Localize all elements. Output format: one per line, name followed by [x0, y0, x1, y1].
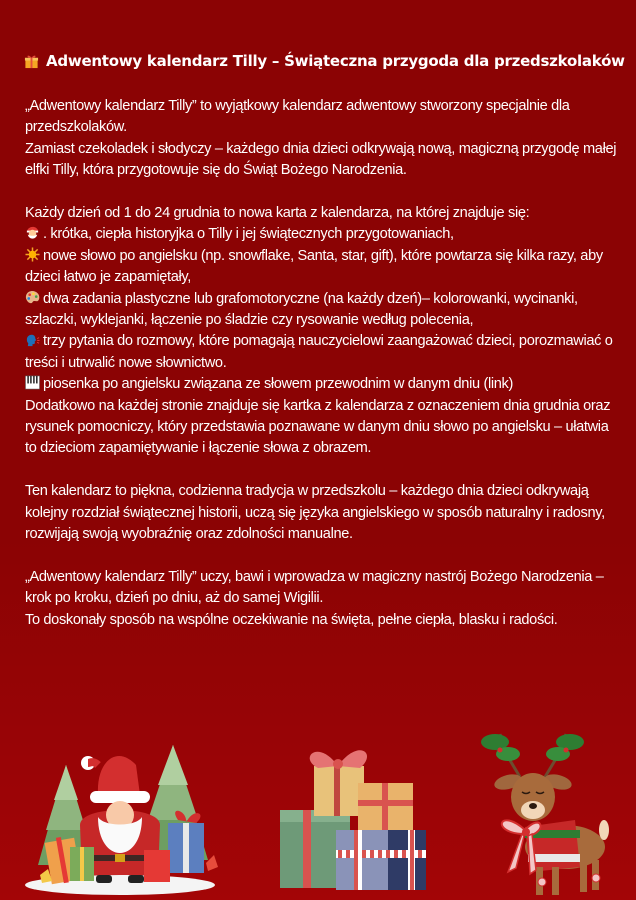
document-body [25, 96, 617, 631]
intro-paragraph-1: „Adwentowy kalendarz Tilly” to wyjątkowy kalendarz adwentowy stworzony specjalnie dla przedszkolaków. [25, 98, 570, 136]
feature-item: trzy pytania do rozmowy, które pomagają nauczycielowi zaangażować dzieci, porozmawiać o treści i utrwalić nowe słownictwo. [25, 333, 613, 371]
feature-item: piosenka po angielsku związana ze słowem przewodnim w danym dniu (link) [25, 374, 617, 395]
feature-item: . krótka, ciepła historyjka o Tilly i jej świątecznych przygotowaniach, [25, 224, 617, 245]
tradition-paragraph: Ten kalendarz to piękna, codzienna tradycja w przedszkolu – każdego dnia dzieci odkrywają kolejny rozdział świątecznej historii, uczą się języka angielskiego w sposób naturalny i radosny, rozwijają swoją wyobraźnię oraz zdolności manualne. [25, 483, 605, 543]
santa-illustration [18, 735, 223, 895]
reindeer-illustration [470, 722, 620, 900]
closing-paragraph-1: „Adwentowy kalendarz Tilly” uczy, bawi i wprowadza w magiczny nastrój Bożego Narodzenia – krok po kroku, dzień po dniu, aż do samej Wigilii. [25, 568, 604, 607]
sun-icon [25, 247, 40, 262]
gift-icon [24, 54, 39, 69]
feature-item: dwa zadania plastyczne lub grafomotoryczne (na każdy dzeń)– kolorowanki, wycinanki, szlaczki, wyklejanki, łączenie po śladzie czy rysowanie według polecenia, [25, 290, 578, 329]
gifts-illustration [278, 738, 430, 893]
santa-face-icon [25, 225, 40, 240]
closing-paragraph-2: To doskonały sposób na wspólne oczekiwanie na święta, pełne ciepła, blasku i radości. [25, 611, 558, 628]
piano-keys-icon [25, 375, 40, 390]
feature-item: nowe słowo po angielsku (np. snowflake, Santa, star, gift), które powtarza się kilka razy, aby dzieci łatwo je zapamiętały, [25, 247, 603, 286]
intro-paragraph-2: Zamiast czekoladek i słodyczy – każdego dnia dzieci odkrywają nową, magiczną przygodę małej elfki Tilly, która przygotowuje się do Świąt Bożego Narodzenia. [25, 140, 617, 179]
document-title [24, 52, 625, 70]
artist-palette-icon [25, 290, 40, 305]
features-lead: Każdy dzień od 1 do 24 grudnia to nowa karta z kalendarza, na której znajduje się: [25, 205, 530, 222]
features-extra: Dodatkowo na każdej stronie znajduje się kartka z kalendarza z oznaczeniem dnia grudnia oraz rysunek pomocniczy, który przedstawia poznawane w danym dniu słowo po angielsku – ułatwia to dzieciom zapamiętywanie i łączenie słowa z obrazem. [25, 397, 611, 457]
document-title-text: Adwentowy kalendarz Tilly – Świąteczna przygoda dla przedszkolaków [46, 52, 625, 70]
speaking-head-icon [25, 332, 40, 347]
